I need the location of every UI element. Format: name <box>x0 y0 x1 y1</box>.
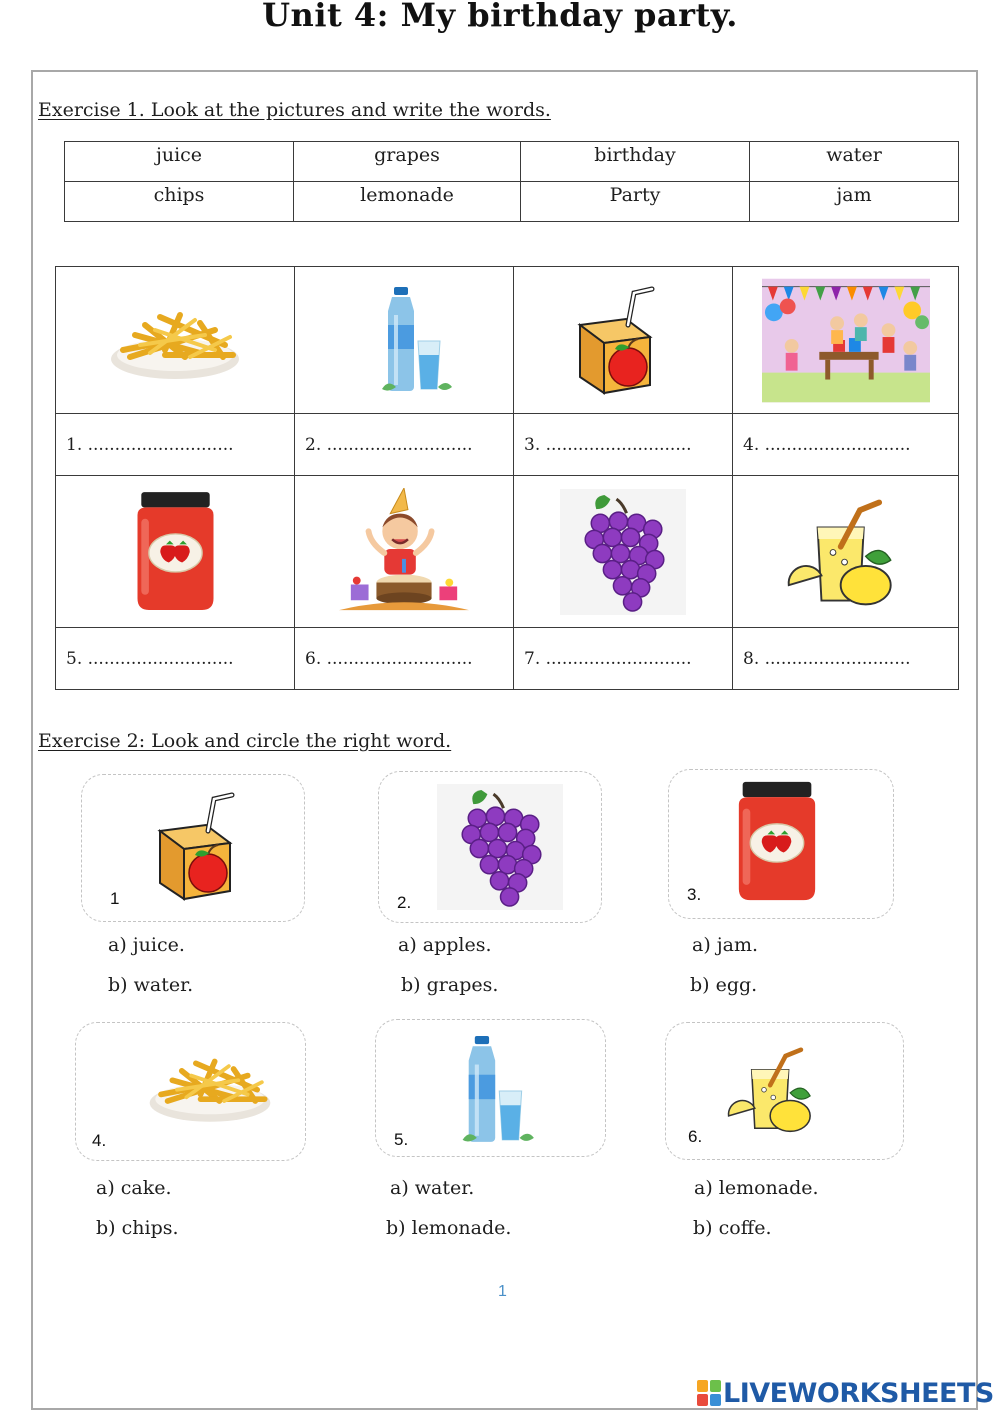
picture-cell <box>733 476 959 628</box>
jam-jar-image <box>729 780 825 904</box>
word-bank-cell: birthday <box>521 142 750 182</box>
chips-image <box>144 1041 276 1129</box>
picture-cell <box>295 476 514 628</box>
word-bank-cell: jam <box>750 182 959 222</box>
juice-box-image <box>148 781 258 911</box>
item-number: 6. <box>688 1127 703 1146</box>
liveworksheets-mark-icon <box>697 1380 721 1406</box>
answer-blank-2[interactable]: 2. ........................... <box>295 414 514 476</box>
exercise-1-heading: Exercise 1. Look at the pictures and write the words. <box>38 99 551 121</box>
picture-cell <box>514 267 733 414</box>
grapes-image <box>560 489 686 615</box>
picture-row <box>56 476 959 628</box>
grapes-image <box>437 784 563 910</box>
option-a-3[interactable]: a) jam. <box>692 934 759 956</box>
birthday-boy-image <box>335 488 473 616</box>
word-bank-row <box>65 142 959 182</box>
answer-row <box>56 628 959 690</box>
option-a-4[interactable]: a) cake. <box>96 1177 172 1199</box>
lemonade-image <box>724 1033 824 1145</box>
answer-blank-1[interactable]: 1. ........................... <box>56 414 295 476</box>
answer-blank-7[interactable]: 7. ........................... <box>514 628 733 690</box>
item-card-4 <box>75 1022 306 1161</box>
item-number: 5. <box>394 1130 409 1149</box>
word-bank-cell: grapes <box>294 142 521 182</box>
item-number: 3. <box>687 885 702 904</box>
water-image <box>431 1034 539 1146</box>
word-bank-cell: lemonade <box>294 182 521 222</box>
item-number: 1 <box>110 889 120 908</box>
liveworksheets-wordmark: LIVEWORKSHEETS <box>723 1377 994 1409</box>
option-b-2[interactable]: b) grapes. <box>401 974 499 996</box>
picture-row <box>56 267 959 414</box>
item-card-2 <box>378 771 602 923</box>
option-a-6[interactable]: a) lemonade. <box>694 1177 819 1199</box>
picture-grid <box>55 266 959 690</box>
item-card-5 <box>375 1019 606 1157</box>
word-bank-cell: water <box>750 142 959 182</box>
word-bank-row <box>65 182 959 222</box>
word-bank-table <box>64 141 959 222</box>
item-number: 2. <box>397 893 412 912</box>
answer-blank-8[interactable]: 8. ........................... <box>733 628 959 690</box>
picture-cell <box>56 267 295 414</box>
item-number: 4. <box>92 1131 107 1150</box>
picture-cell <box>733 267 959 414</box>
page-number: 1 <box>498 1283 507 1300</box>
option-a-5[interactable]: a) water. <box>390 1177 475 1199</box>
answer-blank-4[interactable]: 4. ........................... <box>733 414 959 476</box>
answer-row <box>56 414 959 476</box>
word-bank-cell: chips <box>65 182 294 222</box>
item-card-3 <box>668 769 894 919</box>
water-image <box>354 285 454 395</box>
option-b-5[interactable]: b) lemonade. <box>386 1217 512 1239</box>
party-image <box>762 278 930 403</box>
juice-box-image <box>568 285 678 395</box>
option-b-4[interactable]: b) chips. <box>96 1217 179 1239</box>
answer-blank-3[interactable]: 3. ........................... <box>514 414 733 476</box>
lemonade-image <box>783 489 908 614</box>
answer-blank-6[interactable]: 6. ........................... <box>295 628 514 690</box>
item-card-1 <box>81 774 305 922</box>
word-bank-cell: Party <box>521 182 750 222</box>
page-title: Unit 4: My birthday party. <box>262 0 738 34</box>
option-b-3[interactable]: b) egg. <box>690 974 758 996</box>
word-bank-cell: juice <box>65 142 294 182</box>
liveworksheets-logo <box>697 1376 994 1410</box>
option-a-1[interactable]: a) juice. <box>108 934 185 956</box>
option-a-2[interactable]: a) apples. <box>398 934 492 956</box>
picture-cell <box>56 476 295 628</box>
picture-cell <box>514 476 733 628</box>
exercise-2-heading: Exercise 2: Look and circle the right word. <box>38 730 452 752</box>
picture-cell <box>295 267 514 414</box>
jam-jar-image <box>128 490 223 614</box>
answer-blank-5[interactable]: 5. ........................... <box>56 628 295 690</box>
option-b-1[interactable]: b) water. <box>108 974 194 996</box>
chips-image <box>105 295 245 385</box>
option-b-6[interactable]: b) coffe. <box>693 1217 772 1239</box>
item-card-6 <box>665 1022 904 1160</box>
